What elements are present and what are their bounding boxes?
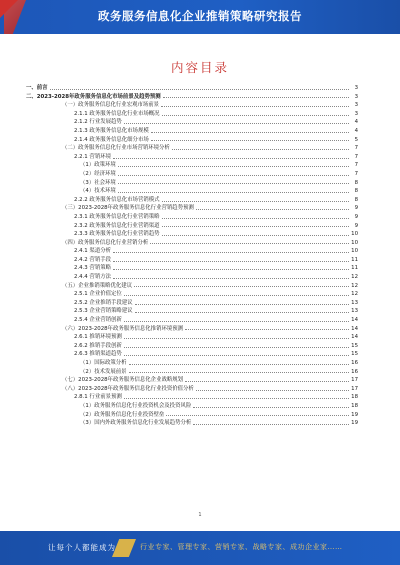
toc-entry[interactable] — [26, 84, 358, 93]
toc-entry-label: （2）政务服务信息化行业投资壁垒 — [80, 411, 165, 418]
toc-leader-dots — [162, 115, 349, 116]
table-of-contents — [26, 84, 358, 428]
toc-leader-dots — [50, 89, 349, 90]
toc-leader-dots — [193, 424, 349, 425]
toc-entry-page: 7 — [354, 145, 358, 152]
toc-entry-label: 2.1.1 政务服务信息化行业市场概况 — [74, 110, 160, 117]
toc-entry-label: （3）社会环境 — [80, 179, 116, 186]
toc-entry-label: 二、2023-2028年政务服务信息化市场前景及趋势预测 — [26, 93, 161, 100]
toc-leader-dots — [118, 166, 349, 167]
toc-entry-label: 2.5.3 企业营销策略建议 — [74, 308, 133, 315]
toc-entry[interactable] — [26, 196, 358, 205]
toc-entry[interactable] — [26, 307, 358, 316]
toc-leader-dots — [162, 218, 349, 219]
toc-entry[interactable] — [26, 204, 358, 213]
toc-entry-page: 12 — [351, 282, 358, 289]
toc-leader-dots — [118, 183, 349, 184]
toc-leader-dots — [193, 407, 349, 408]
toc-entry[interactable] — [26, 161, 358, 170]
toc-leader-dots — [124, 398, 349, 399]
toc-leader-dots — [124, 123, 349, 124]
toc-entry[interactable] — [26, 359, 358, 368]
toc-entry-page: 8 — [354, 188, 358, 195]
toc-entry-page: 3 — [354, 93, 358, 100]
toc-entry[interactable] — [26, 393, 358, 402]
toc-entry-label: （四）政务服务信息化行业营销分析 — [62, 239, 149, 246]
toc-leader-dots — [134, 286, 349, 287]
toc-leader-dots — [151, 132, 349, 133]
toc-entry-label: 2.3.3 政务服务信息化行业营销趋势 — [74, 231, 160, 238]
toc-entry-label: 2.1.3 政务服务信息化市场规模 — [74, 127, 149, 134]
toc-entry-label: 2.4.1 渠道分析 — [74, 248, 111, 255]
toc-entry[interactable] — [26, 368, 358, 377]
toc-entry[interactable] — [26, 256, 358, 265]
toc-entry-label: （3）国内外政务服务信息化行业发展趋势分析 — [80, 420, 192, 427]
toc-entry-label: 2.2.1 营销环境 — [74, 153, 111, 160]
toc-entry[interactable] — [26, 299, 358, 308]
toc-entry-label: （七）2023-2028年政务服务信息化企业战略规划 — [62, 377, 184, 384]
toc-entry-page: 17 — [351, 385, 358, 392]
toc-leader-dots — [124, 321, 349, 322]
toc-entry-page: 5 — [354, 136, 358, 143]
toc-leader-dots — [135, 312, 349, 313]
toc-entry-page: 7 — [354, 162, 358, 169]
toc-entry[interactable] — [26, 402, 358, 411]
toc-entry-label: 2.3.2 政务服务信息化行业营销渠道 — [74, 222, 160, 229]
toc-leader-dots — [185, 329, 349, 330]
toc-leader-dots — [162, 201, 349, 202]
toc-entry[interactable] — [26, 342, 358, 351]
toc-entry-page: 14 — [351, 334, 358, 341]
toc-leader-dots — [129, 364, 349, 365]
toc-leader-dots — [166, 415, 349, 416]
toc-entry-page: 18 — [351, 402, 358, 409]
toc-entry[interactable] — [26, 385, 358, 394]
toc-entry-label: （八）2023-2028年政务服务信息化行业投资价值分析 — [62, 385, 194, 392]
toc-entry-page: 10 — [351, 231, 358, 238]
toc-entry-page: 19 — [351, 420, 358, 427]
toc-entry-label: （三）2023-2028年政务服务信息化行业营销趋势预测 — [62, 205, 194, 212]
toc-entry-label: 2.4.4 营销方法 — [74, 274, 111, 281]
footer-slogan-left: 让每个人都能成为 — [48, 543, 116, 552]
toc-entry-label: 一、前言 — [26, 85, 48, 91]
toc-entry-page: 15 — [351, 342, 358, 349]
toc-entry-label: （五）企业推销策略优化建议 — [62, 282, 133, 289]
toc-entry-label: 2.5.2 企业推销手段建议 — [74, 299, 133, 306]
toc-entry-page: 12 — [351, 274, 358, 281]
toc-entry-label: 2.6.3 推销渠道趋势 — [74, 351, 122, 358]
toc-entry[interactable] — [26, 93, 358, 102]
toc-entry[interactable] — [26, 325, 358, 334]
toc-leader-dots — [124, 295, 349, 296]
toc-leader-dots — [113, 261, 349, 262]
toc-entry-page: 4 — [354, 119, 358, 126]
toc-entry[interactable] — [26, 376, 358, 385]
toc-leader-dots — [196, 209, 349, 210]
toc-heading: 内容目录 — [170, 60, 229, 75]
page-footer-banner — [0, 531, 400, 565]
toc-leader-dots — [162, 235, 349, 236]
toc-entry[interactable] — [26, 101, 358, 110]
toc-leader-dots — [113, 278, 349, 279]
toc-leader-dots — [113, 252, 349, 253]
toc-leader-dots — [185, 381, 349, 382]
toc-entry-page: 8 — [354, 179, 358, 186]
toc-entry-label: 2.5.4 企业营销创新 — [74, 317, 122, 324]
toc-leader-dots — [135, 304, 349, 305]
toc-entry[interactable] — [26, 118, 358, 127]
toc-leader-dots — [162, 226, 349, 227]
toc-entry-page: 15 — [351, 351, 358, 358]
toc-entry-page: 9 — [354, 205, 358, 212]
toc-entry-label: 2.3.1 政务服务信息化行业营销策略 — [74, 213, 160, 220]
toc-leader-dots — [113, 158, 349, 159]
toc-entry-label: （六）2023-2028年政务服务信息化推销环境预测 — [62, 325, 184, 332]
toc-entry-label: 2.4.2 营销手段 — [74, 256, 111, 263]
toc-leader-dots — [163, 97, 349, 98]
toc-leader-dots — [129, 372, 349, 373]
report-title: 政务服务信息化企业推销策略研究报告 — [98, 9, 302, 23]
toc-leader-dots — [124, 347, 349, 348]
toc-entry-page: 9 — [354, 213, 358, 220]
toc-entry[interactable] — [26, 282, 358, 291]
toc-entry-label: （4）技术环境 — [80, 188, 116, 195]
toc-entry[interactable] — [26, 170, 358, 179]
toc-entry[interactable] — [26, 230, 358, 239]
toc-entry-page: 3 — [354, 85, 358, 91]
toc-entry-page: 16 — [351, 360, 358, 366]
toc-entry-page: 14 — [351, 317, 358, 324]
toc-entry-label: （2）经济环境 — [80, 170, 116, 177]
toc-entry-page: 4 — [354, 127, 358, 134]
toc-entry-page: 13 — [351, 308, 358, 315]
toc-entry-label: 2.5.1 企业价值定位 — [74, 291, 122, 298]
toc-entry-label: 2.6.2 推销手段创新 — [74, 342, 122, 349]
toc-entry-page: 19 — [351, 411, 358, 418]
toc-entry-page: 18 — [351, 394, 358, 401]
toc-entry[interactable] — [26, 419, 358, 428]
toc-leader-dots — [196, 390, 349, 391]
toc-entry-label: 2.2.2 政务服务信息化市场营销模式 — [74, 196, 160, 203]
toc-entry-label: 2.6.1 推销环境预测 — [74, 334, 122, 341]
toc-entry[interactable] — [26, 411, 358, 420]
toc-entry[interactable] — [26, 187, 358, 196]
toc-leader-dots — [172, 149, 349, 150]
toc-entry-page: 13 — [351, 299, 358, 306]
toc-entry-page: 10 — [351, 248, 358, 255]
toc-entry-page: 3 — [354, 110, 358, 117]
toc-leader-dots — [113, 269, 349, 270]
toc-entry[interactable] — [26, 350, 358, 359]
toc-entry-page: 8 — [354, 196, 358, 203]
toc-leader-dots — [161, 106, 349, 107]
footer-slogan-right: 行业专家、管理专家、营销专家、战略专家、成功企业家…… — [140, 543, 343, 551]
toc-entry-label: （2）技术发展前景 — [80, 368, 127, 375]
toc-leader-dots — [124, 355, 349, 356]
toc-leader-dots — [118, 175, 349, 176]
toc-entry-label: （一）政务服务信息化行业宏观市场前景 — [62, 102, 160, 109]
toc-entry[interactable] — [26, 127, 358, 136]
toc-entry-page: 3 — [354, 102, 358, 109]
toc-leader-dots — [151, 140, 349, 141]
toc-entry[interactable] — [26, 264, 358, 273]
toc-entry-label: 2.1.2 行业发展趋势 — [74, 119, 122, 126]
toc-entry-label: 2.8.1 行业前景预测 — [74, 394, 122, 401]
toc-entry-label: （1）国际政策分析 — [80, 360, 127, 366]
toc-entry[interactable] — [26, 239, 358, 248]
toc-entry[interactable] — [26, 136, 358, 145]
toc-entry-label: 2.1.4 政务服务信息化细分市场 — [74, 136, 149, 143]
toc-entry-label: 2.4.3 营销策略 — [74, 265, 111, 272]
toc-entry-label: （二）政务服务信息化行业市场营销环境分析 — [62, 145, 170, 152]
page-header-banner — [0, 0, 400, 34]
toc-entry[interactable] — [26, 222, 358, 231]
toc-entry-label: （1）政策环境 — [80, 162, 116, 169]
toc-leader-dots — [118, 192, 349, 193]
toc-entry[interactable] — [26, 179, 358, 188]
page-number: 1 — [198, 512, 202, 518]
toc-entry[interactable] — [26, 144, 358, 153]
toc-entry-page: 14 — [351, 325, 358, 332]
toc-entry-page: 7 — [354, 170, 358, 177]
toc-entry[interactable] — [26, 273, 358, 282]
toc-leader-dots — [124, 338, 349, 339]
toc-entry-page: 9 — [354, 222, 358, 229]
toc-entry[interactable] — [26, 290, 358, 299]
toc-entry[interactable] — [26, 153, 358, 162]
toc-entry[interactable] — [26, 247, 358, 256]
toc-entry-page: 10 — [351, 239, 358, 246]
toc-entry[interactable] — [26, 213, 358, 222]
toc-leader-dots — [150, 243, 349, 244]
toc-entry-page: 7 — [354, 153, 358, 160]
toc-entry-page: 11 — [351, 256, 358, 263]
toc-entry[interactable] — [26, 110, 358, 119]
toc-entry-page: 11 — [351, 265, 358, 272]
toc-entry-page: 16 — [351, 368, 358, 375]
toc-entry-label: （1）政务服务信息化行业投资机会及投资风险 — [80, 402, 192, 409]
toc-entry-page: 17 — [351, 377, 358, 384]
toc-entry-page: 12 — [351, 291, 358, 298]
toc-entry[interactable] — [26, 333, 358, 342]
toc-entry[interactable] — [26, 316, 358, 325]
